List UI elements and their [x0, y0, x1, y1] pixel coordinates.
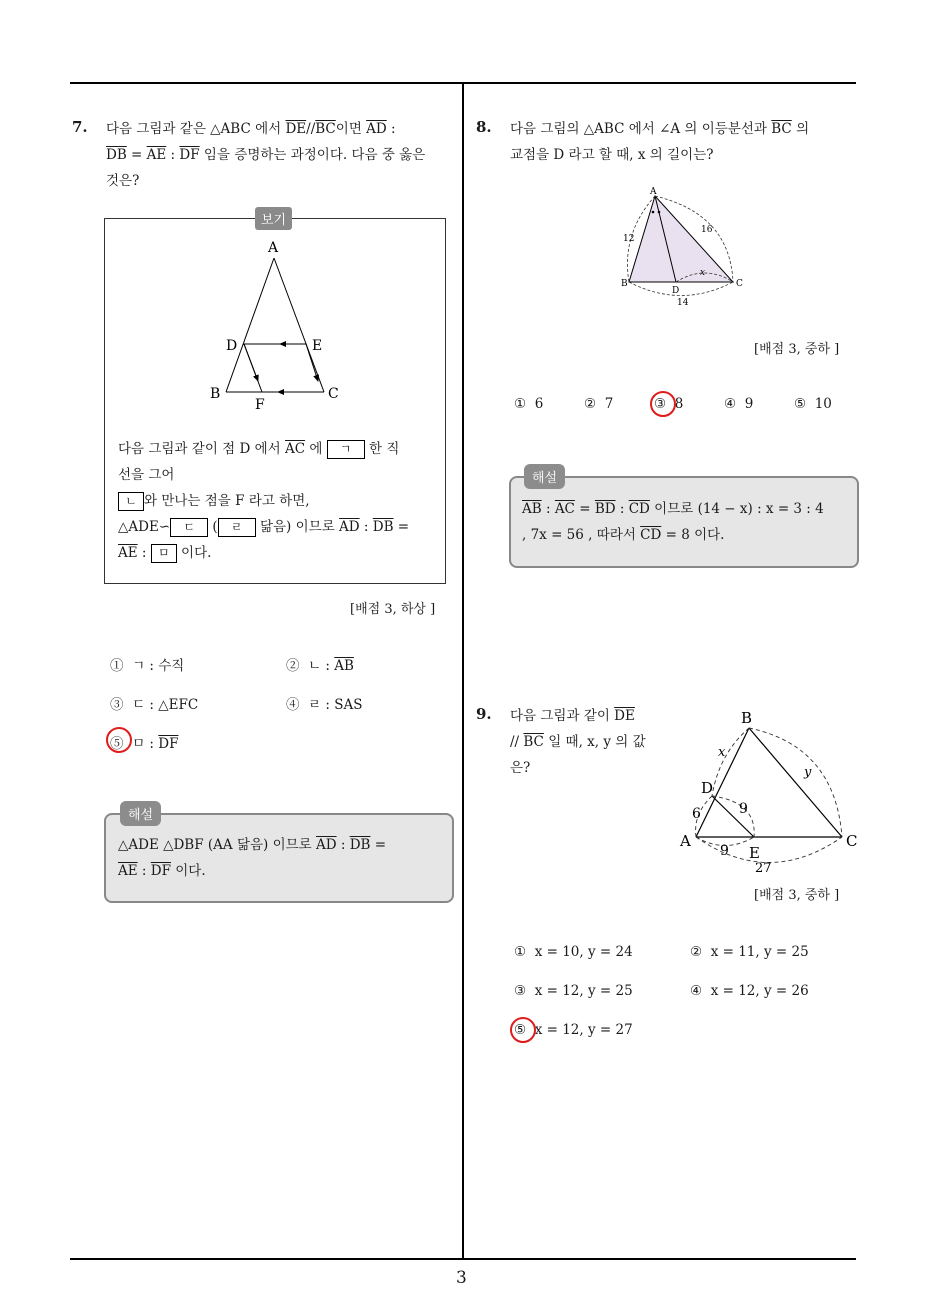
q8-solution-tag: 해설 [524, 464, 565, 489]
q9-label-a: A [680, 832, 691, 850]
blank-3: ㄷ [170, 518, 208, 537]
q9-option-4[interactable]: ④ x = 12, y = 26 [690, 983, 809, 999]
q9-label-y: y [804, 765, 812, 780]
blank-1: ㄱ [327, 440, 365, 459]
q8-option-3[interactable]: ③ 8 [654, 396, 684, 412]
blank-5: ㅁ [151, 544, 177, 563]
q8-label-b: B [621, 279, 628, 289]
q7-side-ab [226, 258, 274, 392]
q7-label-d: D [226, 338, 238, 354]
q8-label-d: D [672, 286, 680, 296]
q7-answer-mark [106, 727, 132, 753]
q9-figure [675, 706, 865, 876]
bottom-rule [70, 1258, 856, 1260]
q7-side-ac [274, 258, 324, 392]
q9-label-27: 27 [755, 861, 772, 876]
q8-label-16: 16 [701, 225, 713, 235]
q8-label-x: x [700, 268, 706, 278]
q8-number: 8. [476, 118, 492, 136]
q9-option-5[interactable]: ⑤ x = 12, y = 27 [514, 1022, 633, 1038]
q7-example-tag: 보기 [255, 207, 292, 230]
q8-answer-mark [650, 391, 676, 417]
blank-2: ㄴ [118, 492, 144, 511]
q8-option-1[interactable]: ① 6 [514, 396, 544, 412]
q9-answer-mark [510, 1017, 536, 1043]
q9-label-e: E [749, 844, 760, 862]
q8-label-c: C [736, 279, 743, 289]
q9-label-d: D [701, 779, 714, 797]
q9-option-1[interactable]: ① x = 10, y = 24 [514, 944, 633, 960]
q8-label-12: 12 [623, 234, 635, 244]
q7-option-2[interactable]: ② ㄴ : $\overline{AB}$ [286, 658, 354, 674]
q9-label-x: x [718, 745, 726, 760]
q9-arc-ac [696, 837, 842, 863]
q8-question: 다음 그림의 △ABC 에서 ∠A 의 이등분선과 $\overline{BC}$ 의 교점을 D 라고 할 때, x 의 길이는? [510, 121, 810, 163]
q9-label-ae-9: 9 [720, 843, 729, 859]
q7-label-f: F [255, 397, 265, 413]
q9-option-2[interactable]: ② x = 11, y = 25 [690, 944, 809, 960]
q7-solution-text: △ADE △DBF (AA 닮음) 이므로 $\overline{AD}$ : $\overline{DB}$ = $\overline{AE}$ : $\overline{DF}$ 이다. [118, 837, 387, 879]
q7-figure [200, 236, 350, 416]
q9-score: [배점 3, 중하 ] [754, 888, 840, 903]
q7-example-text: 다음 그림과 같이 점 D 에서 $\overline{AC}$ 에 ㄱ 한 직 선을 그어 ㄴ 와 만나는 점을 F 라고 하면, △ADE∽ ㄷ ( ㄹ 닮음) 이므로 $\overline{AD}$ : $\overline{DB}$ = $\overline{AE}$ : ㅁ 이다. [118, 441, 410, 561]
q7-label-a: A [268, 240, 279, 256]
q9-question: 다음 그림과 같이 $\overline{DE}$ // $\overline{BC}$ 일 때, x, y 의 값 은? [510, 708, 646, 776]
q8-label-14: 14 [677, 298, 689, 308]
q9-label-c: C [846, 832, 858, 850]
q9-label-b: B [741, 709, 753, 727]
q9-option-3[interactable]: ③ x = 12, y = 25 [514, 983, 633, 999]
q7-score: [배점 3, 하상 ] [350, 602, 436, 617]
q8-option-5[interactable]: ⑤ 10 [794, 396, 832, 412]
q8-option-2[interactable]: ② 7 [584, 396, 614, 412]
q7-question: 다음 그림과 같은 △ABC 에서 $\overline{DE}//\overline{BC}$이면 $\overline{AD}$ : $\overline{DB} = \overline{AE}$ : $\overline{DF}$ 임을 증명하는 과정이다. 다음 중 옳은 것은? [106, 121, 426, 189]
q7-label-c: C [328, 386, 339, 402]
column-divider [462, 82, 464, 1259]
page-number: 3 [456, 1268, 467, 1288]
q8-figure [615, 184, 750, 309]
q8-arc-bc [629, 282, 733, 296]
q7-label-b: B [210, 386, 221, 402]
q7-label-e: E [312, 338, 323, 354]
q9-label-6: 6 [692, 806, 701, 822]
q8-label-a: A [650, 187, 657, 197]
q7-arrow-df [244, 344, 258, 381]
q7-number: 7. [72, 118, 88, 136]
q9-label-de-9: 9 [739, 801, 748, 817]
q7-option-1[interactable]: ① ㄱ : 수직 [110, 658, 185, 674]
q7-solution-tag: 해설 [120, 801, 161, 826]
q7-option-4[interactable]: ④ ㄹ : SAS [286, 697, 363, 713]
q7-option-5[interactable]: ⑤ ㅁ : $\overline{DF}$ [110, 736, 179, 752]
q8-option-4[interactable]: ④ 9 [724, 396, 754, 412]
q8-solution-text: $\overline{AB}$ : $\overline{AC} = \overline{BD}$ : $\overline{CD}$ 이므로 (14 − x) : x = 3 : 4 , 7x = 56 , 따라서 $\overline{CD} = 8$ 이다. [522, 501, 824, 543]
q7-option-3[interactable]: ③ ㄷ : △EFC [110, 697, 199, 713]
q9-number: 9. [476, 705, 492, 723]
blank-4: ㄹ [218, 518, 256, 537]
q8-score: [배점 3, 중하 ] [754, 342, 840, 357]
